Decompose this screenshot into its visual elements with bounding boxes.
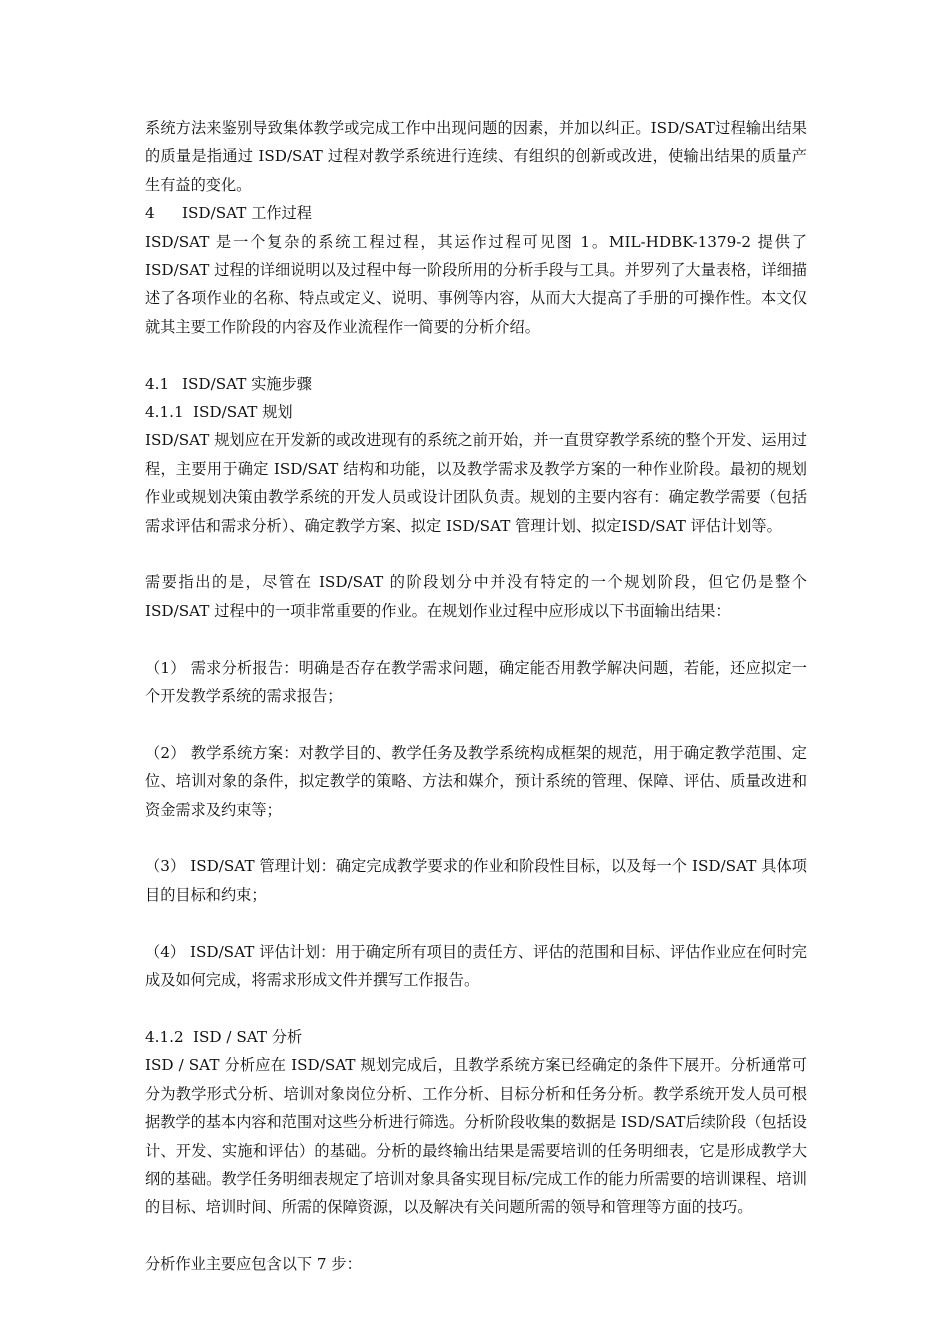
section-number: 4.1.1	[145, 403, 184, 422]
paragraph-gap	[145, 341, 807, 369]
paragraph-gap	[145, 1222, 807, 1250]
paragraph-gap	[145, 995, 807, 1023]
paragraph-gap	[145, 710, 807, 738]
paragraph-analysis: ISD / SAT 分析应在 ISD/SAT 规划完成后，且教学系统方案已经确定的条件下展开。分析通常可分为教学形式分析、培训对象岗位分析、工作分析、目标分析和任务分析。教学系统开发人员可根据教学的基本内容和范围对这些分析进行筛选。分析阶段收集的数据是 ISD/SAT后续阶段（包括设计、开发、实施和评估）的基础。分析的最终输出结果是需要培训的任务明细表，它是形成教学大纲的基础。教学任务明细表规定了培训对象具备实现目标/完成工作的能力所需要的培训课程、培训的目标、培训时间、所需的保障资源，以及解决有关问题所需的领导和管理等方面的技巧。	[145, 1056, 807, 1217]
section-number: 4	[145, 204, 155, 223]
list-item-3: （3） ISD/SAT 管理计划：确定完成教学要求的作业和阶段性目标，以及每一个 ISD/SAT 具体项目的目标和约束；	[145, 857, 807, 904]
paragraph-analysis-steps: 分析作业主要应包含以下 7 步：	[145, 1255, 362, 1274]
section-heading-4-1-2	[145, 1023, 807, 1051]
list-item-4: （4） ISD/SAT 评估计划：用于确定所有项目的责任方、评估的范围和目标、评估作业应在何时完成及如何完成，将需求形成文件并撰写工作报告。	[145, 942, 807, 990]
list-item-1: （1） 需求分析报告：明确是否存在教学需求问题，确定能否用教学解决问题，若能，还应拟定一个开发教学系统的需求报告；	[145, 658, 807, 706]
section-title: ISD/SAT 规划	[193, 403, 293, 422]
section-title: ISD/SAT 工作过程	[182, 204, 312, 223]
paragraph-planning: ISD/SAT 规划应在开发新的或改进现有的系统之前开始，并一直贯穿教学系统的整个开发、运用过程，主要用于确定 ISD/SAT 结构和功能，以及教学需求及教学方案的一种作业阶段。最初的规划作业或规划决策由教学系统的开发人员或设计团队负责。规划的主要内容有：确定教学需要（包括需求评估和需求分析）、确定教学方案、拟定 ISD/SAT 管理计划、拟定ISD/SAT 评估计划等。	[145, 431, 807, 535]
section-heading-4-1-1	[145, 398, 807, 426]
paragraph-planning-outputs: 需要指出的是，尽管在 ISD/SAT 的阶段划分中并没有特定的一个规划阶段，但它仍是整个ISD/SAT 过程中的一项非常重要的作业。在规划作业过程中应形成以下书面输出结果：	[145, 573, 807, 620]
section-number: 4.1	[145, 374, 170, 393]
paragraph-isd-sat-overview: ISD/SAT 是一个复杂的系统工程过程，其运作过程可见图 1。MIL-HDBK-1379-2 提供了ISD/SAT 过程的详细说明以及过程中每一阶段所用的分析手段与工具。并罗列了大量表格，详细描述了各项作业的名称、特点或定义、说明、事例等内容，从而大大提高了手册的可操作性。本文仅就其主要工作阶段的内容及作业流程作一简要的分析介绍。	[145, 232, 807, 336]
section-heading-4	[145, 199, 807, 227]
section-heading-4-1	[145, 370, 807, 398]
paragraph-quality-output: 系统方法来鉴别导致集体教学或完成工作中出现问题的因素，并加以纠正。ISD/SAT过程输出结果的质量是指通过 ISD/SAT 过程对教学系统进行连续、有组织的创新或改进，使输出结果的质量产生有益的变化。	[145, 119, 807, 194]
paragraph-gap	[145, 824, 807, 852]
list-item-2: （2） 教学系统方案：对教学目的、教学任务及教学系统构成框架的规范，用于确定教学范围、定位、培训对象的条件，拟定教学的策略、方法和媒介，预计系统的管理、保障、评估、质量改进和资金需求及约束等；	[145, 743, 807, 819]
section-number: 4.1.2	[145, 1027, 184, 1046]
section-title: ISD / SAT 分析	[193, 1027, 303, 1046]
paragraph-gap	[145, 540, 807, 568]
paragraph-gap	[145, 909, 807, 937]
section-title: ISD/SAT 实施步骤	[182, 374, 312, 393]
document-page	[145, 114, 807, 1279]
paragraph-gap	[145, 625, 807, 653]
